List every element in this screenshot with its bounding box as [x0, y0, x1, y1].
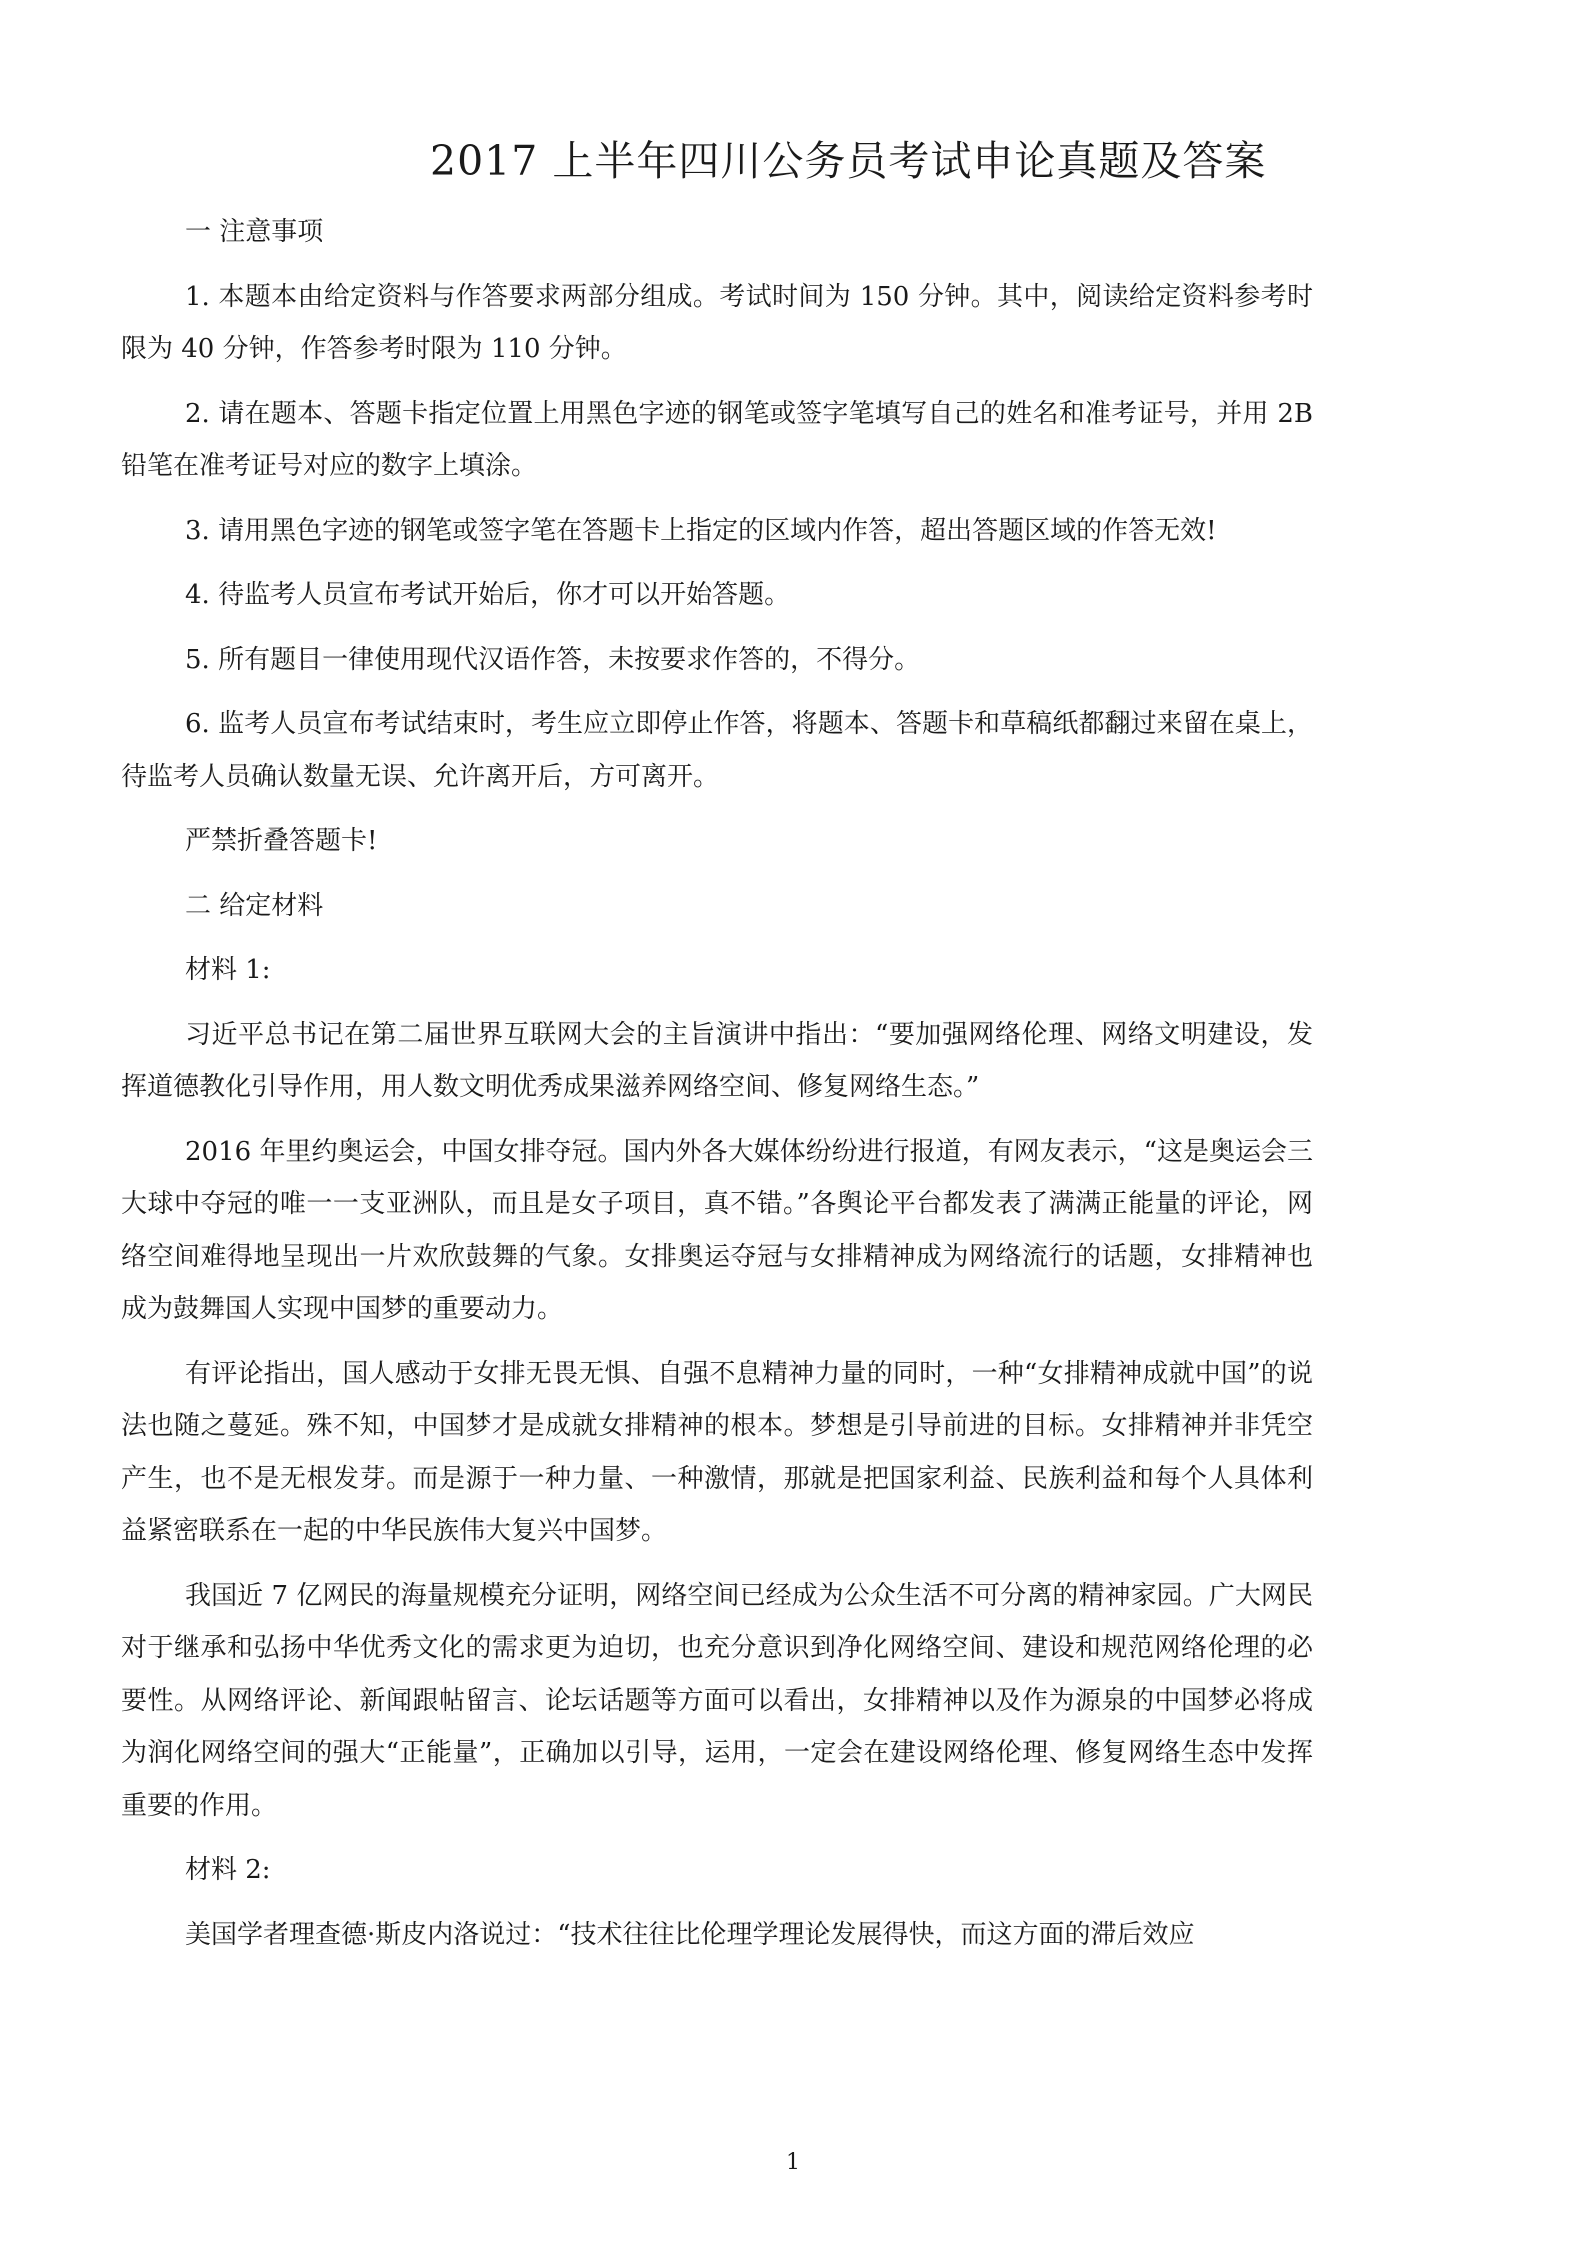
paragraph-note-6: 6. 监考人员宣布考试结束时，考生应立即停止作答，将题本、答题卡和草稿纸都翻过来留在桌上，待监考人员确认数量无误、允许离开后，方可离开。 — [121, 709, 1313, 792]
paragraph-note-3: 3. 请用黑色字迹的钢笔或签字笔在答题卡上指定的区域内作答，超出答题区域的作答无效! — [185, 515, 1217, 546]
material-1-paragraph-3: 有评论指出，国人感动于女排无畏无惧、自强不息精神力量的同时，一种“女排精神成就中国”的说法也随之蔓延。殊不知，中国梦才是成就女排精神的根本。梦想是引导前进的目标。女排精神并非凭空产生，也不是无根发芽。而是源于一种力量、一种激情，那就是把国家利益、民族利益和每个人具体利益紧密联系在一起的中华民族伟大复兴中国梦。 — [121, 1358, 1313, 1546]
paragraph-note-4: 4. 待监考人员宣布考试开始后，你才可以开始答题。 — [185, 580, 791, 610]
material-1-paragraph-4: 我国近 7 亿网民的海量规模充分证明，网络空间已经成为公众生活不可分离的精神家园。广大网民对于继承和弘扬中华优秀文化的需求更为迫切，也充分意识到净化网络空间、建设和规范网络伦理的必要性。从网络评论、新闻跟帖留言、论坛话题等方面可以看出，女排精神以及作为源泉的中国梦必将成为润化网络空间的强大“正能量”，正确加以引导，运用，一定会在建设网络伦理、修复网络生态中发挥重要的作用。 — [121, 1580, 1313, 1821]
paragraph-warning: 严禁折叠答题卡! — [185, 826, 378, 856]
material-2-heading: 材料 2: — [185, 1855, 271, 1885]
section-heading-materials: 二 给定材料 — [185, 890, 324, 921]
section-heading-notes: 一 注意事项 — [185, 217, 324, 247]
paragraph-note-1: 1. 本题本由给定资料与作答要求两部分组成。考试时间为 150 分钟。其中，阅读给定资料参考时限为 40 分钟，作答参考时限为 110 分钟。 — [121, 281, 1313, 364]
paragraph-note-2: 2. 请在题本、答题卡指定位置上用黑色字迹的钢笔或签字笔填写自己的姓名和准考证号，并用 2B 铅笔在准考证号对应的数字上填涂。 — [121, 398, 1313, 481]
material-1-paragraph-2: 2016 年里约奥运会，中国女排夺冠。国内外各大媒体纷纷进行报道，有网友表示，“这是奥运会三大球中夺冠的唯一一支亚洲队，而且是女子项目，真不错。”各舆论平台都发表了满满正能量的评论，网络空间难得地呈现出一片欢欣鼓舞的气象。女排奥运夺冠与女排精神成为网络流行的话题，女排精神也成为鼓舞国人实现中国梦的重要动力。 — [121, 1136, 1313, 1324]
material-2-paragraph-1: 美国学者理查德·斯皮内洛说过：“技术往往比伦理学理论发展得快，而这方面的滞后效应 — [185, 1919, 1195, 1950]
document-body — [121, 206, 1313, 1961]
material-1-heading: 材料 1: — [185, 955, 271, 985]
document-title: 2017 上半年四川公务员考试申论真题及答案 — [430, 137, 1267, 185]
paragraph-note-5: 5. 所有题目一律使用现代汉语作答，未按要求作答的，不得分。 — [185, 644, 921, 675]
material-1-paragraph-1: 习近平总书记在第二届世界互联网大会的主旨演讲中指出：“要加强网络伦理、网络文明建设，发挥道德教化引导作用，用人数文明优秀成果滋养网络空间、修复网络生态。” — [121, 1019, 1313, 1102]
page-number: 1 — [786, 2150, 800, 2175]
